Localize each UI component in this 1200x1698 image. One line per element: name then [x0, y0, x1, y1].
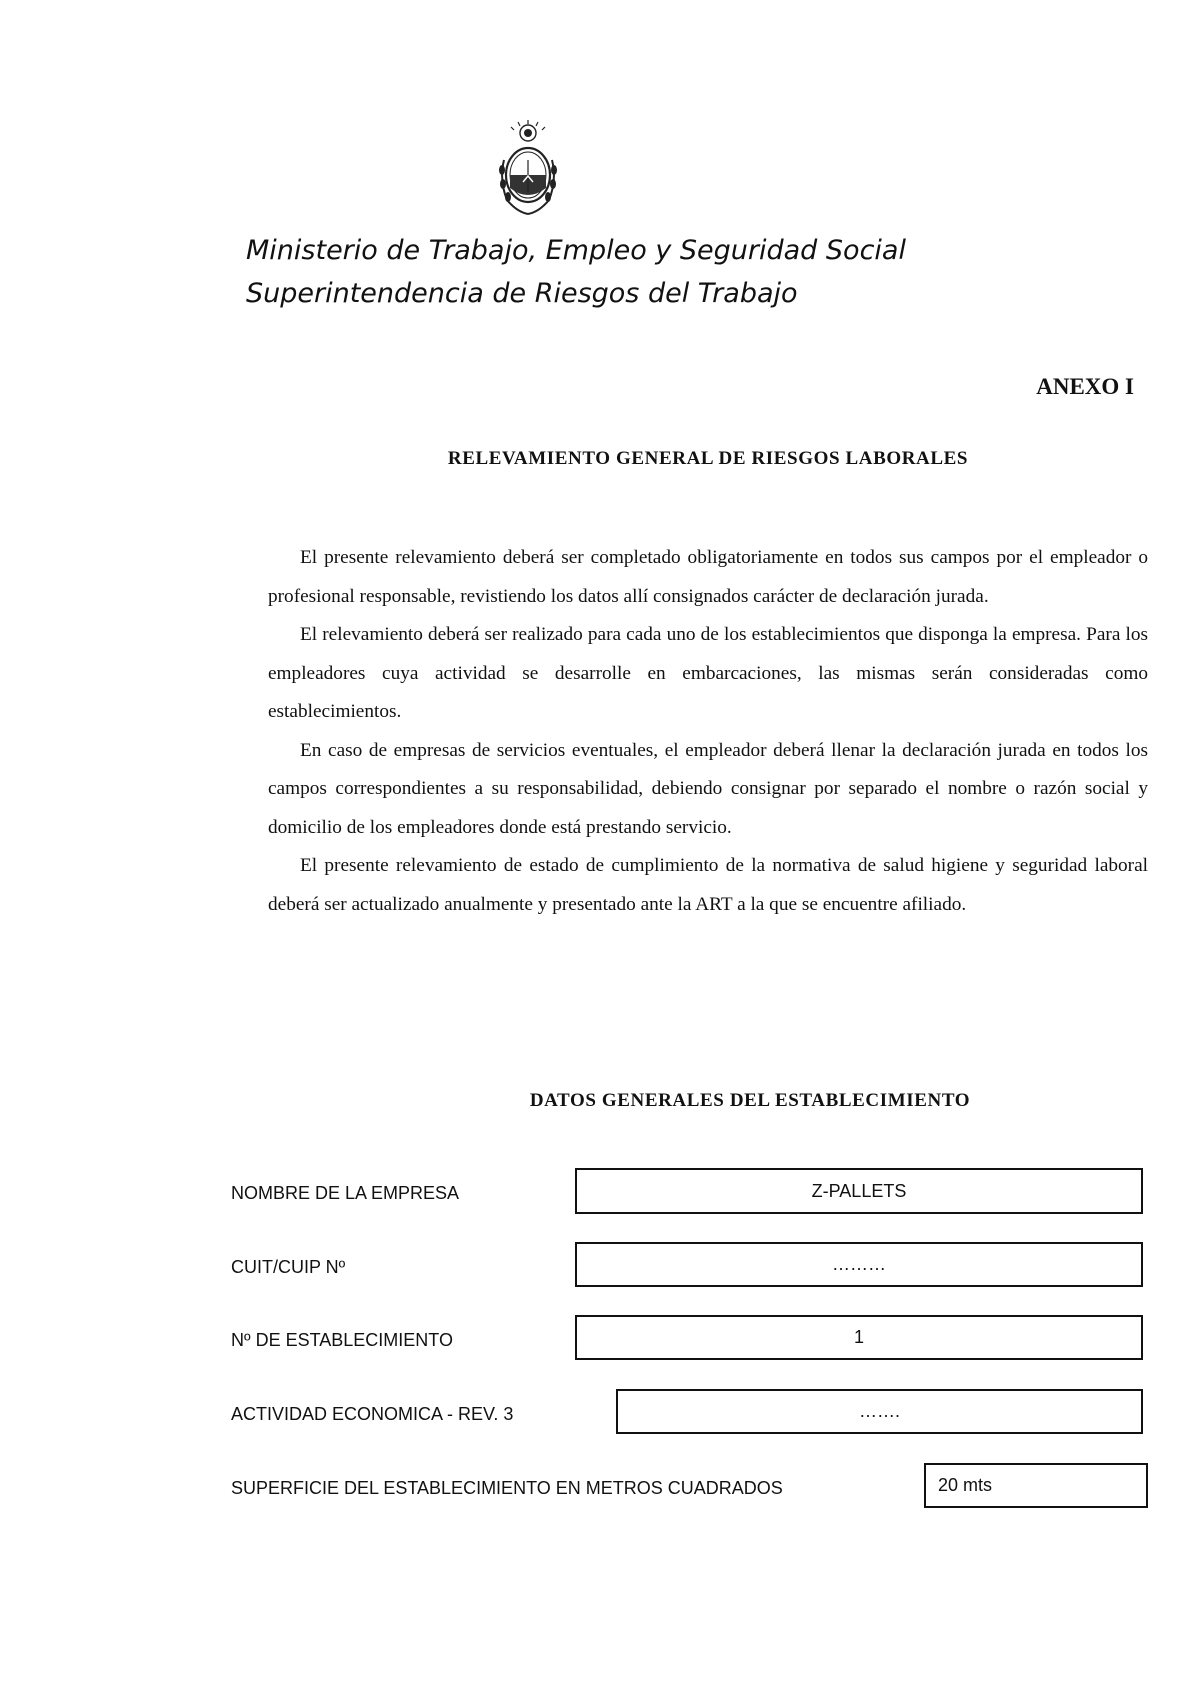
surface-area-label: SUPERFICIE DEL ESTABLECIMIENTO EN METROS CUADRADOS: [231, 1478, 783, 1498]
ministry-name: Ministerio de Trabajo, Empleo y Seguridad Social: [246, 235, 906, 266]
establishment-number-label: Nº DE ESTABLECIMIENTO: [231, 1330, 453, 1350]
company-name-field[interactable]: Z-PALLETS: [575, 1168, 1143, 1214]
company-name-label: NOMBRE DE LA EMPRESA: [231, 1183, 460, 1203]
economic-activity-field[interactable]: …….: [616, 1389, 1143, 1434]
cuit-field[interactable]: ………: [575, 1242, 1143, 1287]
document-title: RELEVAMIENTO GENERAL DE RIESGOS LABORALES: [447, 448, 969, 469]
paragraph: El relevamiento deberá ser realizado para cada uno de los establecimientos que disponga la empresa. Para los empleadores cuya actividad se desarrolle en embarcaciones, las mismas serán consideradas como establecimientos.: [268, 624, 1148, 722]
paragraph: En caso de empresas de servicios eventuales, el empleador deberá llenar la declaración jurada en todos los campos correspondientes a su responsabilidad, debiendo consignar por separado el nombre o razón social y domicilio de los empleadores donde está prestando servicio.: [268, 739, 1148, 838]
intro-text: [268, 539, 1148, 924]
establishment-number-field[interactable]: 1: [575, 1315, 1143, 1360]
annex-label: ANEXO I: [1036, 374, 1134, 399]
paragraph: El presente relevamiento deberá ser completado obligatoriamente en todos sus campos por el empleador o profesional responsable, revistiendo los datos allí consignados carácter de declaración jurada.: [268, 547, 1148, 607]
economic-activity-label: ACTIVIDAD ECONOMICA - REV. 3: [231, 1404, 514, 1424]
section-title: DATOS GENERALES DEL ESTABLECIMIENTO: [529, 1090, 971, 1111]
paragraph: El presente relevamiento de estado de cumplimiento de la normativa de salud higiene y seguridad laboral deberá ser actualizado anualmente y presentado ante la ART a la que se encuentre afiliado.: [268, 855, 1148, 915]
agency-name: Superintendencia de Riesgos del Trabajo: [246, 278, 798, 309]
cuit-label: CUIT/CUIP Nº: [231, 1257, 346, 1277]
coat-of-arms-icon: [493, 120, 563, 220]
surface-area-field[interactable]: 20 mts: [924, 1463, 1148, 1508]
